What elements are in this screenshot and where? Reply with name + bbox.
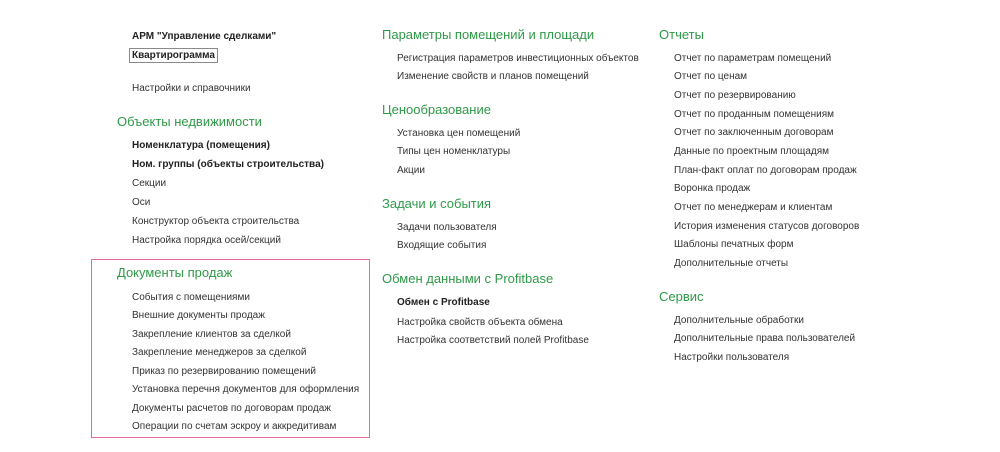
arm-deals-link[interactable]: АРМ "Управление сделками" <box>132 31 277 42</box>
sales-docs-item-payments[interactable]: Документы расчетов по договорам продаж <box>132 403 331 414</box>
params-item-registration[interactable]: Регистрация параметров инвестиционных объектов <box>397 53 639 64</box>
reports-item-contracts[interactable]: Отчет по заключенным договорам <box>674 127 834 138</box>
section-title-reports: Отчеты <box>659 27 704 42</box>
realty-item-order-settings[interactable]: Настройка порядка осей/секций <box>132 235 281 246</box>
sales-docs-item-managers[interactable]: Закрепление менеджеров за сделкой <box>132 347 307 358</box>
sales-docs-item-doc-list[interactable]: Установка перечня документов для оформления <box>132 384 360 395</box>
realty-item-axes[interactable]: Оси <box>132 197 151 208</box>
section-title-params: Параметры помещений и площади <box>382 27 595 42</box>
pricing-item-promotions[interactable]: Акции <box>397 165 425 176</box>
sales-docs-item-external[interactable]: Внешние документы продаж <box>132 310 265 321</box>
sales-docs-item-clients[interactable]: Закрепление клиентов за сделкой <box>132 329 291 340</box>
service-item-rights[interactable]: Дополнительные права пользователей <box>674 333 856 344</box>
section-title-realty: Объекты недвижимости <box>117 114 262 129</box>
kvartirogramma-link[interactable]: Квартирограмма <box>129 48 218 63</box>
pricing-item-price-types[interactable]: Типы цен номенклатуры <box>397 146 511 157</box>
section-title-tasks: Задачи и события <box>382 196 492 211</box>
pricing-item-set-prices[interactable]: Установка цен помещений <box>397 128 521 139</box>
params-item-change[interactable]: Изменение свойств и планов помещений <box>397 71 589 82</box>
reports-item-sold[interactable]: Отчет по проданным помещениям <box>674 109 834 120</box>
tasks-item-user-tasks[interactable]: Задачи пользователя <box>397 222 497 233</box>
reports-item-print-templates[interactable]: Шаблоны печатных форм <box>674 239 794 250</box>
exchange-item-field-mapping[interactable]: Настройка соответствий полей Profitbase <box>397 335 589 346</box>
section-title-sales-docs: Документы продаж <box>117 265 233 280</box>
reports-item-reserve[interactable]: Отчет по резервированию <box>674 90 796 101</box>
reports-item-prices[interactable]: Отчет по ценам <box>674 71 748 82</box>
reports-item-project-areas[interactable]: Данные по проектным площадям <box>674 146 830 157</box>
realty-item-nomenclature[interactable]: Номенклатура (помещения) <box>132 140 270 151</box>
reports-item-funnel[interactable]: Воронка продаж <box>674 183 751 194</box>
reports-item-additional[interactable]: Дополнительные отчеты <box>674 258 789 269</box>
exchange-item-profitbase[interactable]: Обмен с Profitbase <box>397 297 490 308</box>
section-title-exchange: Обмен данными с Profitbase <box>382 271 554 286</box>
sales-docs-item-events[interactable]: События с помещениями <box>132 292 250 303</box>
tasks-item-incoming-events[interactable]: Входящие события <box>397 240 487 251</box>
reports-item-managers-clients[interactable]: Отчет по менеджерам и клиентам <box>674 202 833 213</box>
section-title-service: Сервис <box>659 289 704 304</box>
realty-item-sections[interactable]: Секции <box>132 178 167 189</box>
reports-item-status-history[interactable]: История изменения статусов договоров <box>674 221 860 232</box>
settings-link[interactable]: Настройки и справочники <box>132 83 251 94</box>
exchange-item-object-settings[interactable]: Настройка свойств объекта обмена <box>397 317 563 328</box>
sales-docs-item-reserve-order[interactable]: Приказ по резервированию помещений <box>132 366 316 377</box>
reports-item-plan-fact[interactable]: План-факт оплат по договорам продаж <box>674 165 857 176</box>
reports-item-params[interactable]: Отчет по параметрам помещений <box>674 53 832 64</box>
realty-item-groups[interactable]: Ном. группы (объекты строительства) <box>132 159 324 170</box>
section-title-pricing: Ценообразование <box>382 102 491 117</box>
realty-item-constructor[interactable]: Конструктор объекта строительства <box>132 216 300 227</box>
service-item-user-settings[interactable]: Настройки пользователя <box>674 352 790 363</box>
sales-docs-item-escrow[interactable]: Операции по счетам эскроу и аккредитивам <box>132 421 337 432</box>
service-item-processing[interactable]: Дополнительные обработки <box>674 315 804 326</box>
